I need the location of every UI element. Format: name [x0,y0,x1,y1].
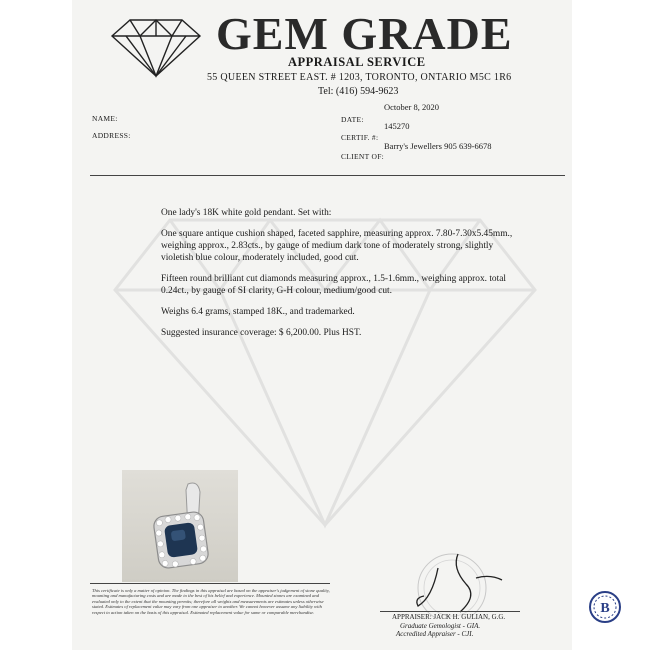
company-address: 55 QUEEN STREET EAST. # 1203, TORONTO, ONTARIO M5C 1R6 [207,72,512,83]
header-divider [90,175,565,176]
address-label: ADDRESS: [92,131,131,140]
description-diamonds: Fifteen round brilliant cut diamonds measuring approx., 1.5-1.6mm., weighing approx. total 0.24ct., by gauge of SI clarity, G-H colour, medium/good cut. [161,274,506,296]
date-value: October 8, 2020 [384,102,440,112]
appraiser-gia: Graduate Gemologist - GIA. [400,621,481,630]
date-label: DATE: [341,115,364,124]
appraiser-credentials [392,613,505,639]
item-description [161,207,521,348]
client-value: Barry's Jewellers 905 639-6678 [384,141,492,151]
svg-text:B: B [600,601,610,616]
b-badge-icon[interactable] [588,590,622,624]
company-phone: Tel: (416) 594-9623 [318,86,399,97]
service-subtitle: APPRAISAL SERVICE [288,55,426,69]
name-label: NAME: [92,114,118,123]
description-insurance: Suggested insurance coverage: $ 6,200.00. Plus HST. [161,328,362,338]
disclaimer-text: This certificate is only a matter of opinion. The findings in this appraisal are based on the appraiser's judgement of stone quality, mounting and manufacturing costs and are made to the best of his belief and experience. Mounted stones are examined and evaluated only to the extent that the mounting permits; therefore all weights and measurements are estimates unless otherwise stated. Estimates of replacement value may vary from one appraiser to another. We cannot however assume any liability with respect to action taken on the basis of this appraisal. Estimated replacement value for same or comparable merchandise. [92,588,330,615]
description-intro: One lady's 18K white gold pendant. Set with: [161,208,332,218]
description-sapphire: One square antique cushion shaped, faceted sapphire, measuring approx. 7.80-7.30x5.45mm., weighing approx., 2.83cts., by gauge of medium dark tone of moderately strong, slightly violetish blue colour, moderately included, good cut. [161,229,513,263]
appraiser-signature [390,548,520,618]
client-label: CLIENT OF: [341,152,385,161]
appraiser-name: APPRAISER: JACK H. GULIAN, G.G. [392,613,506,621]
description-weight: Weighs 6.4 grams, stamped 18K., and trademarked. [161,307,355,317]
diamond-icon [110,16,202,78]
footer-divider [90,583,330,584]
certificate-label: CERTIF. #: [341,133,379,142]
pendant-photo [122,470,238,582]
pendant-image [122,470,238,582]
appraiser-cji: Accredited Appraiser - CJI. [396,630,474,638]
certificate-number: 145270 [384,121,410,131]
company-name: GEM GRADE [216,8,513,59]
signature-line [380,611,520,612]
